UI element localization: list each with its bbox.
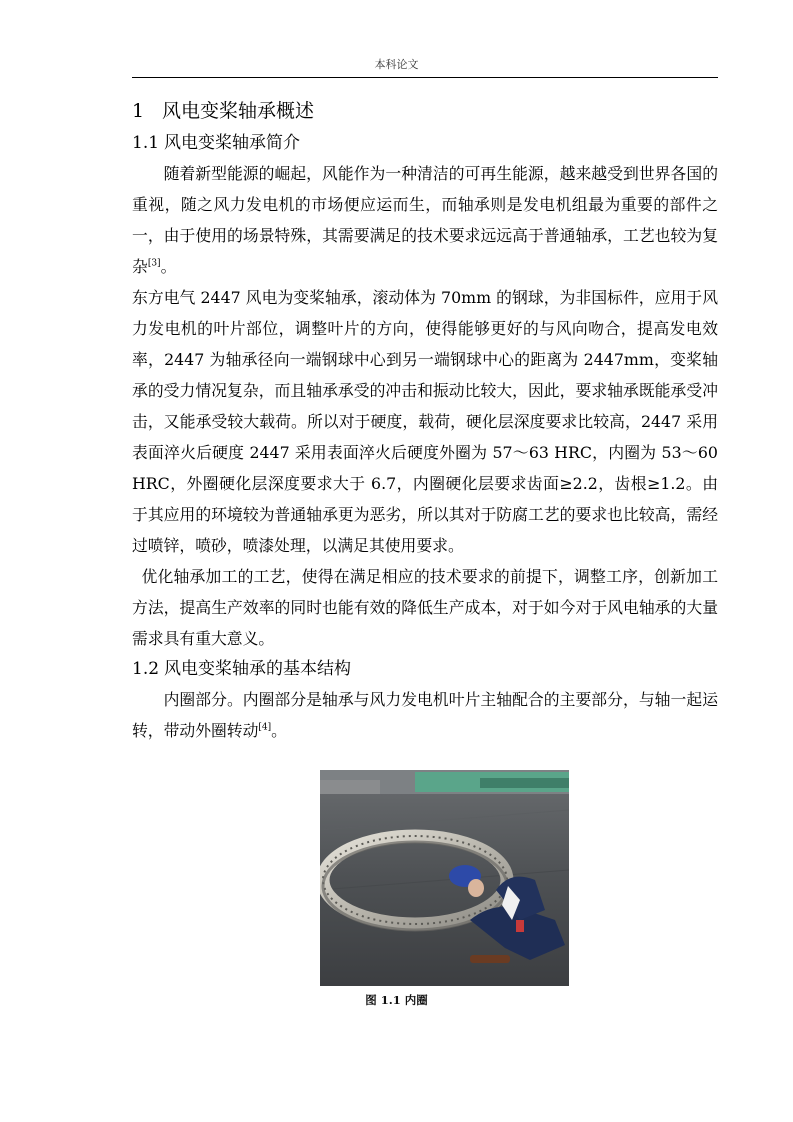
worker-badge <box>516 920 524 932</box>
header-rule <box>132 77 718 78</box>
paragraph-bearing-spec: 东方电气 2447 风电为变桨轴承，滚动体为 70mm 的钢球，为非国标件，应用于风力发电机的叶片部位，调整叶片的方向，使得能够更好的与风向吻合，提高发电效率，2447 为轴承径向一端钢球中心到另一端钢球中心的距离为 2447mm，变桨轴承的受力情况复杂，而且轴承承受的冲击和振动比较大，因此，要求轴承既能承受冲击，又能承受较大载荷。所以对于硬度，载荷，硬化层深度要求比较高，2447 采用表面淬火后硬度 2447 采用表面淬火后硬度外圈为 57～63 HRC，内圈为 53～60 HRC，外圈硬化层深度要求大于 6.7，内圈硬化层要求齿面≥2.2，齿根≥1.2。由于其应用的环境较为普通轴承更为恶劣，所以其对于防腐工艺的要求也比较高，需经过喷锌，喷砂，喷漆处理，以满足其使用要求。 <box>132 288 718 555</box>
section-1-2-title: 风电变桨轴承的基本结构 <box>164 659 351 679</box>
paragraph-inner-ring-end: 。 <box>271 721 287 740</box>
citation-4: [4] <box>258 722 272 733</box>
paragraph-inner-ring <box>132 684 718 746</box>
paragraph-process-optimization: 优化轴承加工的工艺，使得在满足相应的技术要求的前提下，调整工序，创新加工方法，提高生产效率的同时也能有效的降低生产成本，对于如今对于风电轴承的大量需求具有重大意义。 <box>132 567 718 648</box>
section-1-1-title: 风电变桨轴承简介 <box>164 133 300 153</box>
page-header: 本科论文 <box>374 58 419 71</box>
section-1-2-number: 1.2 <box>132 659 160 679</box>
section-1-1-heading <box>132 128 718 158</box>
inner-ring-photo-illustration <box>320 770 569 986</box>
section-1-title: 风电变桨轴承概述 <box>162 100 315 122</box>
section-1-2-heading <box>132 654 718 684</box>
page-content <box>132 94 718 746</box>
paragraph-intro <box>132 158 718 282</box>
worker-shoe <box>470 955 510 963</box>
background-equipment <box>320 780 380 794</box>
paragraph-inner-ring-text: 内圈部分。内圈部分是轴承与风力发电机叶片主轴配合的主要部分，与轴一起运转，带动外圈转动 <box>132 690 718 740</box>
paragraph-intro-end: 。 <box>160 257 177 276</box>
section-1-heading <box>132 94 718 128</box>
citation-3: [3] <box>147 258 161 269</box>
worker-face <box>468 879 484 897</box>
figure-inner-ring-photo <box>320 770 569 986</box>
green-machine-shadow <box>480 778 569 788</box>
section-1-1-number: 1.1 <box>132 133 160 153</box>
paragraph-intro-text: 随着新型能源的崛起，风能作为一种清洁的可再生能源，越来越受到世界各国的重视，随之风力发电机的市场便应运而生，而轴承则是发电机组最为重要的部件之一，由于使用的场景特殊，其需要满足的技术要求远远高于普通轴承，工艺也较为复杂 <box>132 164 718 276</box>
figure-caption: 图 1.1 内圈 <box>365 993 428 1007</box>
section-1-number: 1 <box>132 100 145 122</box>
